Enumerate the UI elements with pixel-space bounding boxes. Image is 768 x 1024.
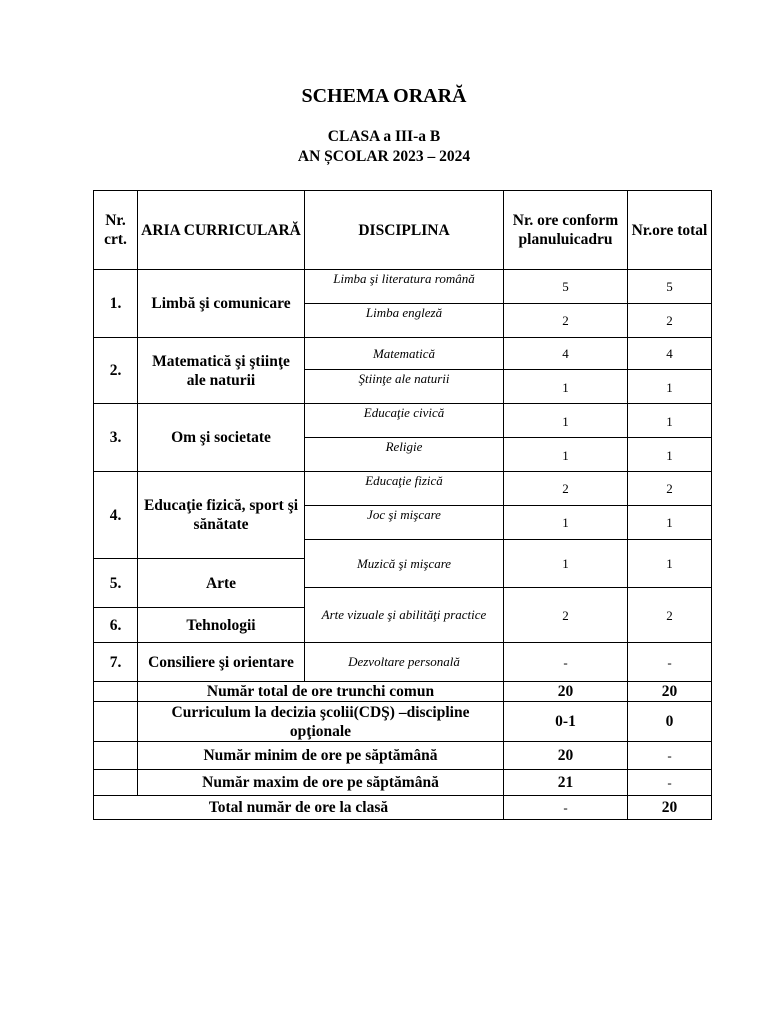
discipline-hours-plan: 1	[504, 438, 628, 472]
summary-label: Total număr de ore la clasă	[94, 796, 504, 820]
summary-plan: 20	[504, 682, 628, 702]
area-nr: 7.	[94, 643, 138, 682]
discipline-hours-total: 4	[628, 338, 712, 370]
area-name: Consiliere şi orientare	[138, 643, 305, 682]
col-header-nr: Nr. crt.	[94, 191, 138, 270]
summary-total: -	[628, 770, 712, 796]
area-nr: 5.	[94, 559, 138, 608]
discipline-name: Educaţie fizică	[305, 472, 504, 506]
summary-label: Curriculum la decizia şcolii(CDŞ) –discipline opţionale	[138, 702, 504, 742]
summary-label: Număr minim de ore pe săptămână	[138, 742, 504, 770]
col-header-aria: ARIA CURRICULARĂ	[138, 191, 305, 270]
area-name: Arte	[138, 559, 305, 608]
discipline-hours-plan: 5	[504, 270, 628, 304]
discipline-hours-total: 1	[628, 438, 712, 472]
discipline-name: Matematică	[305, 338, 504, 370]
discipline-name: Joc şi mişcare	[305, 506, 504, 540]
discipline-hours-plan: 2	[504, 588, 628, 643]
discipline-hours-total: 2	[628, 304, 712, 338]
summary-row	[94, 742, 712, 770]
discipline-name: Limba engleză	[305, 304, 504, 338]
summary-row	[94, 702, 712, 742]
discipline-hours-plan: 4	[504, 338, 628, 370]
page-title: SCHEMA ORARĂ	[301, 85, 467, 107]
area-nr: 4.	[94, 472, 138, 559]
table-row	[94, 404, 712, 438]
discipline-hours-total: 2	[628, 588, 712, 643]
discipline-hours-total: 5	[628, 270, 712, 304]
table-row	[94, 643, 712, 682]
discipline-name: Limba şi literatura română	[305, 270, 504, 304]
area-name: Limbă şi comunicare	[138, 270, 305, 338]
discipline-name: Religie	[305, 438, 504, 472]
summary-nr-empty	[94, 682, 138, 702]
discipline-hours-plan: 1	[504, 404, 628, 438]
discipline-hours-total: 1	[628, 370, 712, 404]
summary-nr-empty	[94, 742, 138, 770]
summary-total: -	[628, 742, 712, 770]
discipline-hours-plan: 2	[504, 304, 628, 338]
schedule-table	[93, 190, 712, 820]
school-year-line: AN ȘCOLAR 2023 – 2024	[297, 148, 471, 165]
area-name: Om şi societate	[138, 404, 305, 472]
discipline-hours-total: 2	[628, 472, 712, 506]
summary-label: Număr maxim de ore pe săptămână	[138, 770, 504, 796]
summary-label: Număr total de ore trunchi comun	[138, 682, 504, 702]
summary-plan: 21	[504, 770, 628, 796]
area-name: Tehnologii	[138, 608, 305, 643]
summary-plan: -	[504, 796, 628, 820]
discipline-hours-plan: 2	[504, 472, 628, 506]
discipline-hours-plan: 1	[504, 506, 628, 540]
header-row	[94, 191, 712, 270]
area-nr: 2.	[94, 338, 138, 404]
summary-row	[94, 682, 712, 702]
area-nr: 3.	[94, 404, 138, 472]
summary-total: 20	[628, 796, 712, 820]
summary-plan: 20	[504, 742, 628, 770]
class-line: CLASA a III-a B	[327, 128, 441, 145]
col-header-ore-total: Nr.ore total	[628, 191, 712, 270]
discipline-name: Dezvoltare personală	[305, 643, 504, 682]
discipline-hours-total: 1	[628, 404, 712, 438]
discipline-hours-total: 1	[628, 540, 712, 588]
summary-row	[94, 796, 712, 820]
discipline-hours-total: -	[628, 643, 712, 682]
table-row	[94, 472, 712, 506]
area-name: Educaţie fizică, sport şi sănătate	[138, 472, 305, 559]
discipline-hours-plan: -	[504, 643, 628, 682]
table-row	[94, 270, 712, 304]
discipline-name: Muzică şi mişcare	[305, 540, 504, 588]
summary-row	[94, 770, 712, 796]
discipline-name: Educaţie civică	[305, 404, 504, 438]
summary-total: 0	[628, 702, 712, 742]
col-header-ore-plan: Nr. ore conform planuluicadru	[504, 191, 628, 270]
area-nr: 6.	[94, 608, 138, 643]
table-row	[94, 338, 712, 370]
discipline-name: Arte vizuale şi abilităţi practice	[305, 588, 504, 643]
discipline-hours-plan: 1	[504, 370, 628, 404]
discipline-hours-plan: 1	[504, 540, 628, 588]
summary-total: 20	[628, 682, 712, 702]
col-header-disciplina: DISCIPLINA	[305, 191, 504, 270]
summary-nr-empty	[94, 702, 138, 742]
summary-plan: 0-1	[504, 702, 628, 742]
area-name: Matematică şi ştiinţe ale naturii	[138, 338, 305, 404]
discipline-name: Ştiinţe ale naturii	[305, 370, 504, 404]
area-nr: 1.	[94, 270, 138, 338]
summary-nr-empty	[94, 770, 138, 796]
discipline-hours-total: 1	[628, 506, 712, 540]
